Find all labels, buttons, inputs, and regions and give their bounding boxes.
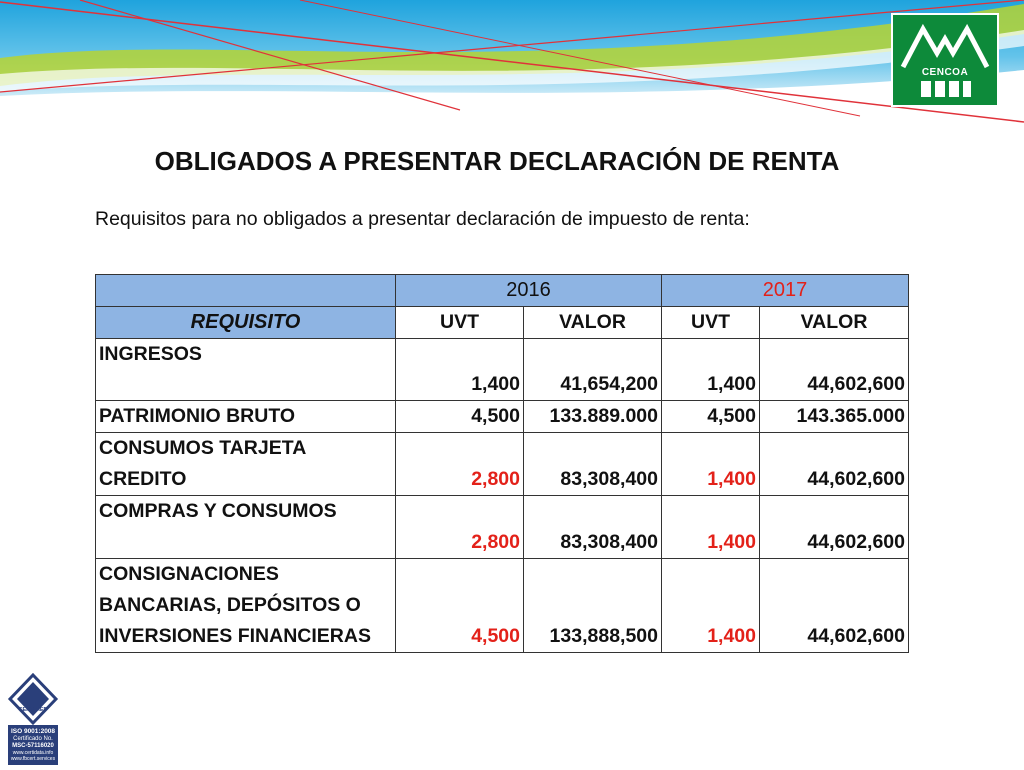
table-row: [96, 559, 909, 653]
requisito-header: REQUISITO: [96, 307, 396, 339]
cert-site-2: www.fbcert.services: [10, 756, 56, 762]
uvt-2017-cell: 1,400: [662, 559, 760, 653]
valor-2016-cell: 83,308,400: [524, 433, 662, 496]
table-row: [96, 496, 909, 559]
logo-text: CENCOA: [921, 67, 969, 78]
uvt-2016-header: UVT: [396, 307, 524, 339]
valor-2017-cell: 44,602,600: [760, 339, 909, 401]
uvt-2016-cell: 4,500: [396, 559, 524, 653]
year-header-row: [96, 275, 909, 307]
requirements-table: [95, 274, 909, 653]
row-label: INGRESOS: [96, 339, 396, 401]
uvt-2016-cell: 4,500: [396, 401, 524, 433]
uvt-2016-cell: 2,800: [396, 496, 524, 559]
sub-header-row: [96, 307, 909, 339]
valor-2017-cell: 44,602,600: [760, 559, 909, 653]
table-row: [96, 339, 909, 401]
cert-number-label: Certificado No.: [13, 736, 53, 742]
year-2017-header: 2017: [662, 275, 909, 307]
uvt-2017-cell: 4,500: [662, 401, 760, 433]
cert-number: MSC-57116020: [12, 743, 54, 749]
uvt-2017-cell: 1,400: [662, 433, 760, 496]
mountain-logo-icon: [893, 15, 997, 105]
row-label: PATRIMONIO BRUTO: [96, 401, 396, 433]
cert-site-1: www.certidata.info: [12, 750, 54, 756]
valor-2016-header: VALOR: [524, 307, 662, 339]
table-row: [96, 433, 909, 496]
valor-2017-cell: 44,602,600: [760, 496, 909, 559]
cencoa-logo: [891, 13, 999, 107]
page-title: OBLIGADOS A PRESENTAR DECLARACIÓN DE RENTA: [154, 146, 840, 176]
year-2016-header: 2016: [396, 275, 662, 307]
valor-2017-cell: 143.365.000: [760, 401, 909, 433]
uvt-2016-cell: 2,800: [396, 433, 524, 496]
valor-2016-cell: 83,308,400: [524, 496, 662, 559]
table-row: [96, 401, 909, 433]
valor-2017-cell: 44,602,600: [760, 433, 909, 496]
iso-certification-badge: [6, 673, 60, 765]
uvt-2017-cell: 1,400: [662, 339, 760, 401]
valor-2017-header: VALOR: [760, 307, 909, 339]
valor-2016-cell: 41,654,200: [524, 339, 662, 401]
uvt-2016-cell: 1,400: [396, 339, 524, 401]
cert-standard: ISO 9001:2008: [10, 728, 56, 735]
uvt-2017-header: UVT: [662, 307, 760, 339]
row-label: COMPRAS Y CONSUMOS: [96, 496, 396, 559]
row-label: CONSUMOS TARJETA CREDITO: [96, 433, 396, 496]
header-banner: [0, 0, 1024, 125]
uvt-2017-cell: 1,400: [662, 496, 760, 559]
blank-header-cell: [96, 275, 396, 307]
valor-2016-cell: 133.889.000: [524, 401, 662, 433]
page-subtitle: Requisitos para no obligados a presentar declaración de impuesto de renta:: [95, 208, 750, 230]
cert-label: CERTIFIED: [18, 707, 48, 713]
valor-2016-cell: 133,888,500: [524, 559, 662, 653]
row-label: CONSIGNACIONES BANCARIAS, DEPÓSITOS O INVERSIONES FINANCIERAS: [96, 559, 396, 653]
